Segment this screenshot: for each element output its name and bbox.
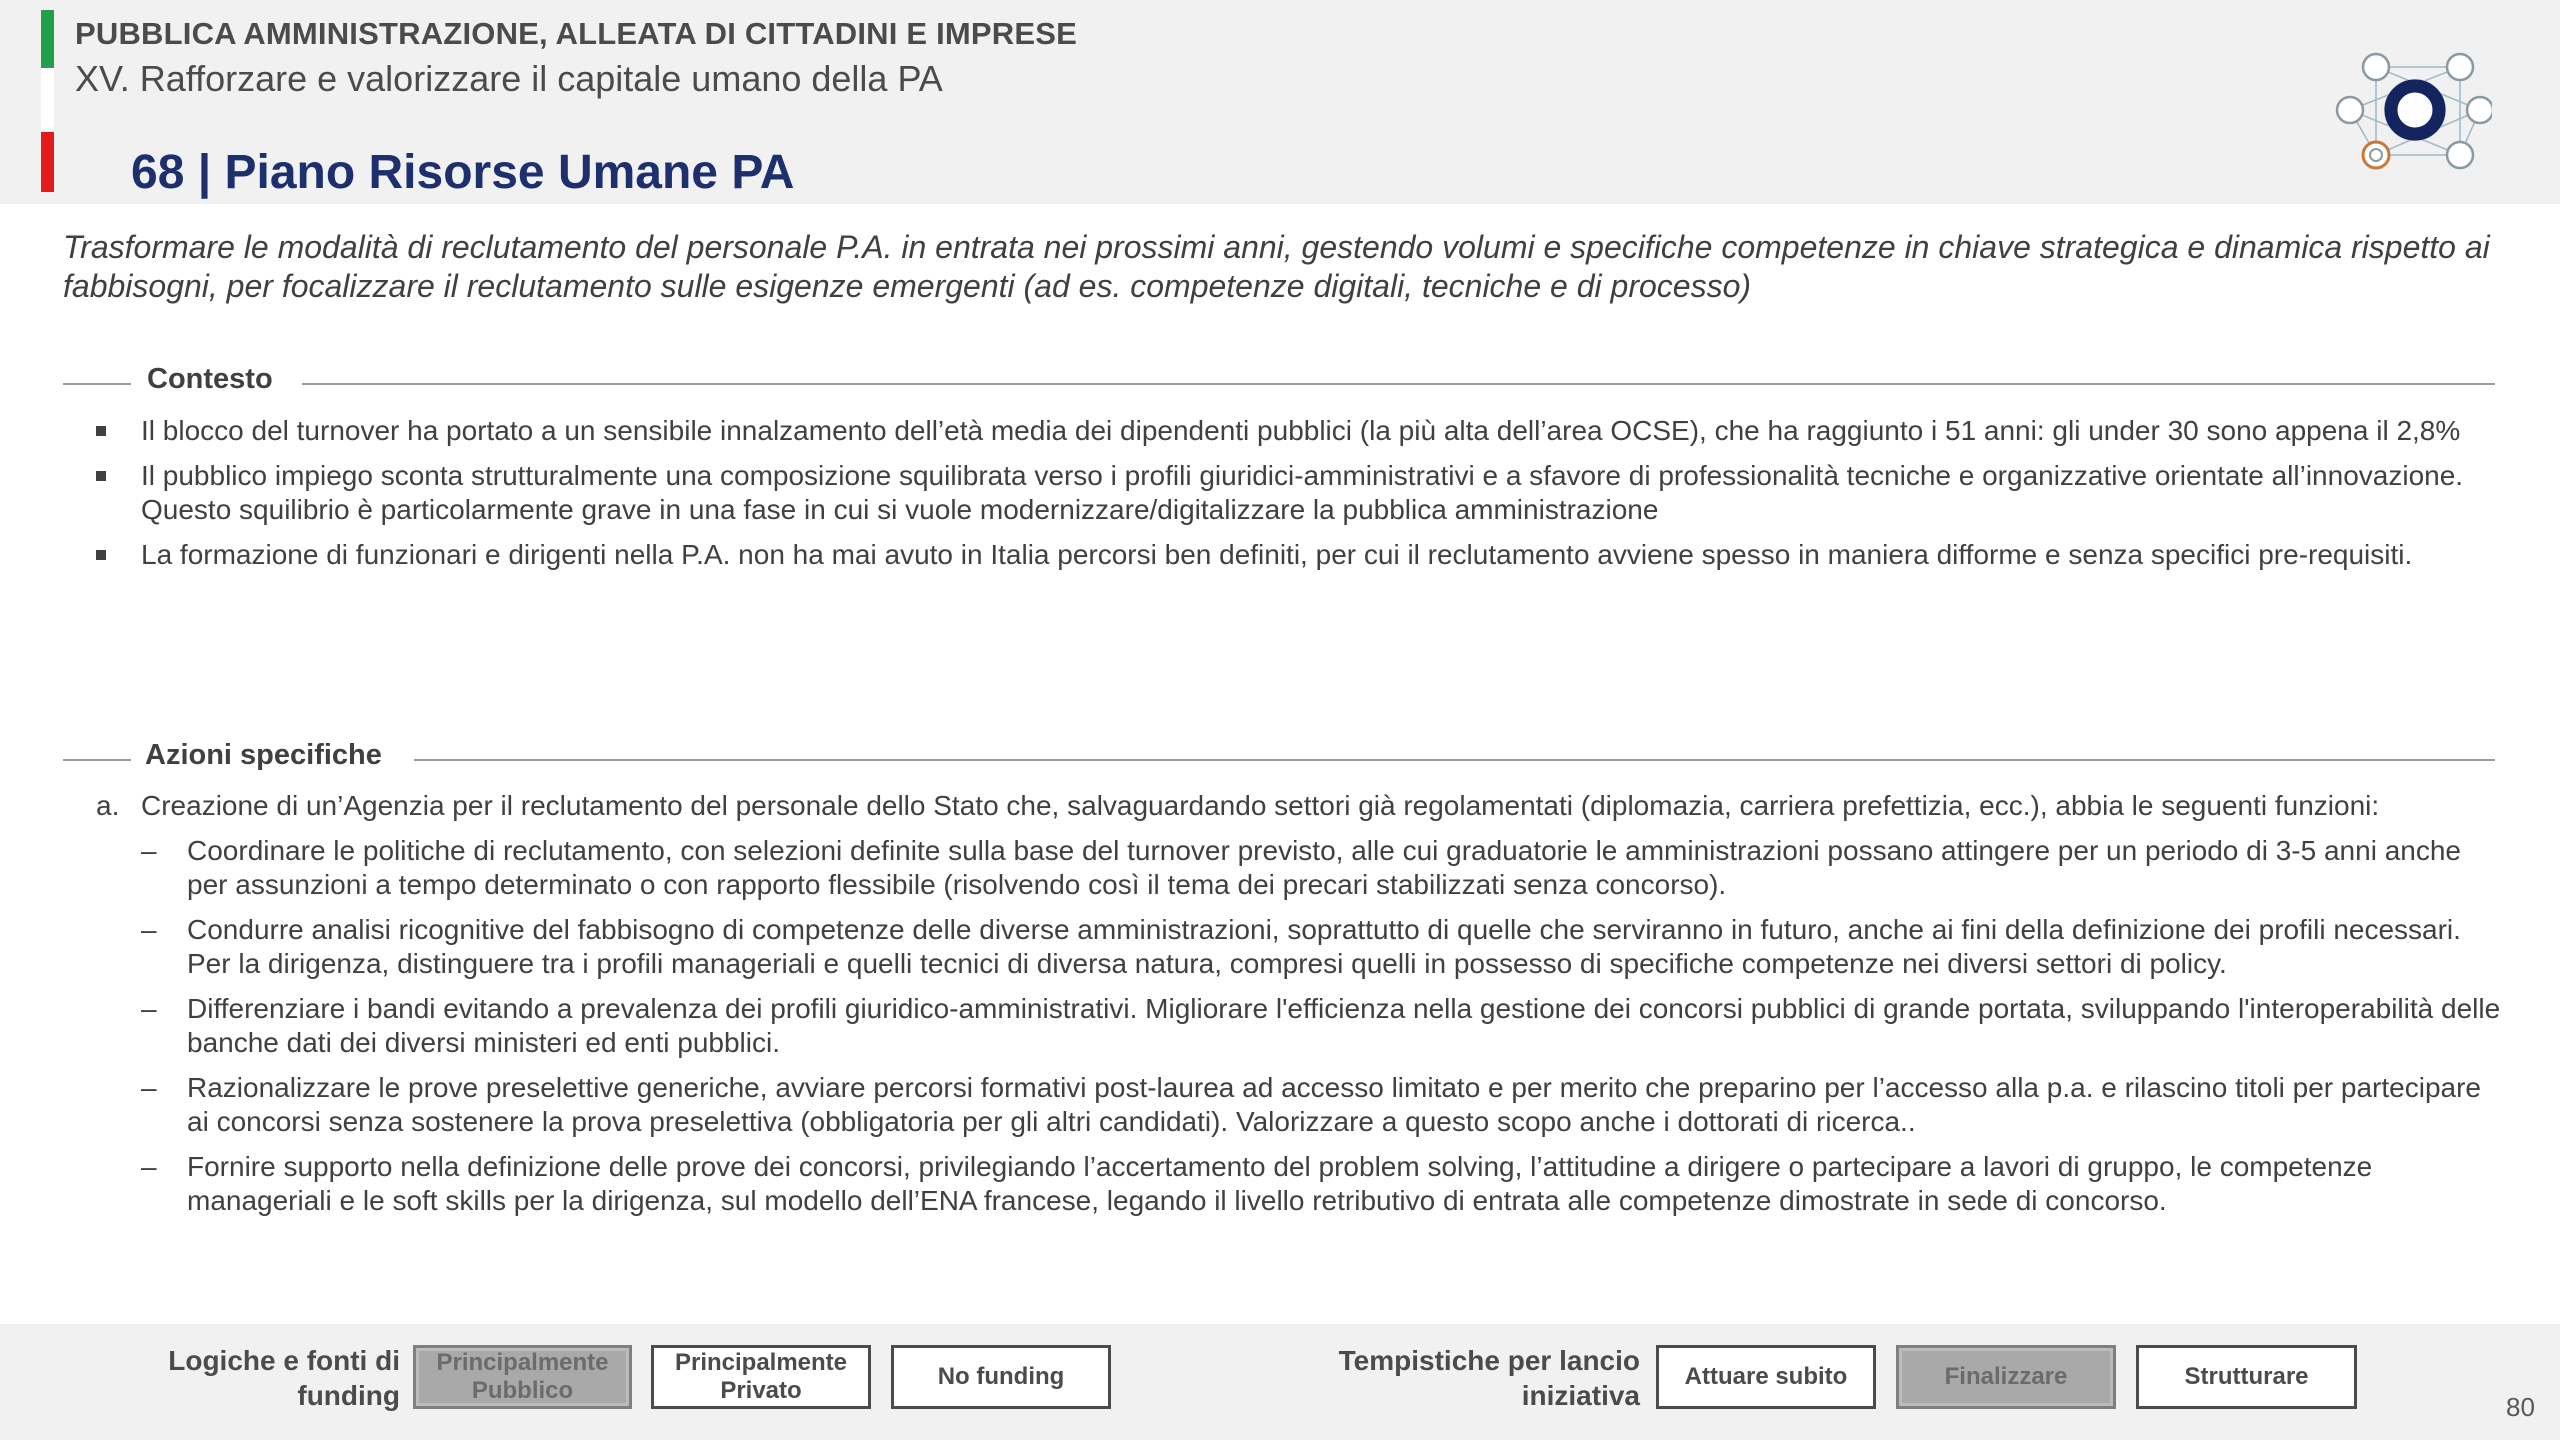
timing-option-finalizzare[interactable] — [1896, 1345, 2116, 1409]
option-line: Pubblico — [471, 1377, 574, 1404]
dash-bullet: – — [141, 835, 157, 866]
page-title: 68 | Piano Risorse Umane PA — [131, 146, 795, 199]
option-line: Attuare subito — [1684, 1363, 1848, 1390]
flag-white-stripe — [41, 68, 54, 132]
network-ring-logo-icon — [2332, 42, 2492, 182]
option-line: Privato — [720, 1377, 802, 1404]
funding-label — [110, 1343, 400, 1413]
list-item — [96, 992, 2506, 1060]
section-title: Azioni specifiche — [145, 739, 382, 771]
header-subtitle: XV. Rafforzare e valorizzare il capitale umano della PA — [75, 58, 943, 99]
list-item-text: Coordinare le politiche di reclutamento, con selezioni definite sulla base del turnover previsto, alle cui graduatorie le amministrazioni possano attingere per un periodo di 3-5 anni anche per assunzioni a tempo determinato o con rapporto flessibile (risolvendo così il tema dei precari stabilizzati senza concorso). — [187, 835, 2461, 900]
timing-label — [1300, 1343, 1640, 1413]
list-item-text: Fornire supporto nella definizione delle prove dei concorsi, privilegiando l’accertamento del problem solving, l’attitudine a dirigere o partecipare a lavori di gruppo, le competenze manageriali e le soft skills per la dirigenza, sul modello dell’ENA francese, legando il livello retributivo di entrata alle competenze dimostrate in sede di concorso. — [187, 1151, 2373, 1216]
list-item-text: Il pubblico impiego sconta strutturalmente una composizione squilibrata verso i profili giuridici-amministrativi e a sfavore di professionalità tecniche e organizzative orientate all’innovazione. Questo squilibrio è particolarmente grave in una fase in cui si vuole modernizzare/digitalizzare la pubblica amministrazione — [141, 460, 2464, 525]
timing-label-line: Tempistiche per lancio — [1338, 1345, 1640, 1376]
funding-option-privato[interactable] — [651, 1345, 871, 1409]
flag-green-stripe — [41, 10, 54, 68]
list-item-text: Condurre analisi ricognitive del fabbisogno di competenze delle diverse amministrazioni, soprattutto di quelle che serviranno in futuro, anche ai fini della definizione dei profili necessari. Per la dirigenza, distinguere tra i profili manageriali e quelli tecnici di diversa natura, compresi quelli in possesso di specifiche competenze nei diversi settori di policy. — [187, 914, 2461, 979]
option-line: Finalizzare — [1944, 1363, 2068, 1390]
funding-label-line: Logiche e fonti di — [168, 1345, 400, 1376]
action-item-text: Creazione di un’Agenzia per il reclutamento del personale dello Stato che, salvaguardando settori già regolamentati (diplomazia, carriera prefettizia, ecc.), abbia le seguenti funzioni: — [141, 790, 2380, 821]
action-item-a — [96, 789, 2506, 823]
list-item-text: La formazione di funzionari e dirigenti nella P.A. non ha mai avuto in Italia percorsi ben definiti, per cui il reclutamento avviene spesso in maniera difforme e senza specifici pre-requisiti. — [141, 539, 2413, 570]
list-item-text: Razionalizzare le prove preselettive generiche, avviare percorsi formativi post-laurea ad accesso limitato e per merito che preparino per l’accesso alla p.a. e rilascino titoli per partecipare ai concorsi senza sostenere la prova preselettiva (obbligatoria per gli altri candidati). Valorizzare a questo scopo anche i dottorati di ricerca.. — [187, 1072, 2481, 1137]
option-line: No funding — [937, 1363, 1065, 1390]
option-line: Principalmente — [436, 1349, 609, 1376]
square-bullet-icon — [96, 550, 106, 560]
list-item — [96, 834, 2506, 902]
square-bullet-icon — [96, 471, 106, 481]
list-item — [96, 459, 2506, 527]
list-item-text: Differenziare i bandi evitando a prevalenza dei profili giuridico-amministrativi. Migliorare l'efficienza nella gestione dei concorsi pubblici di grande portata, sviluppando l'interoperabilità delle banche dati dei diversi ministeri ed enti pubblici. — [187, 993, 2501, 1058]
page-number: 80 — [2506, 1392, 2535, 1422]
square-bullet-icon — [96, 426, 106, 436]
divider-line — [63, 759, 131, 761]
dash-bullet: – — [141, 1072, 157, 1103]
list-item — [96, 538, 2506, 572]
dash-bullet: – — [141, 993, 157, 1024]
dash-bullet: – — [141, 1151, 157, 1182]
funding-option-no-funding[interactable] — [891, 1345, 1111, 1409]
header-kicker: PUBBLICA AMMINISTRAZIONE, ALLEATA DI CITTADINI E IMPRESE — [75, 16, 1078, 51]
funding-option-pubblico[interactable] — [413, 1345, 632, 1409]
timing-label-line: iniziativa — [1521, 1380, 1640, 1411]
list-item-text: Il blocco del turnover ha portato a un sensibile innalzamento dell’età media dei dipendenti pubblici (la più alta dell’area OCSE), che ha raggiunto i 51 anni: gli under 30 sono appena il 2,8% — [141, 415, 2461, 446]
option-line: Principalmente — [674, 1349, 848, 1376]
section-azioni-header — [63, 739, 2495, 779]
list-item — [96, 1150, 2506, 1218]
intro-statement: Trasformare le modalità di reclutamento del personale P.A. in entrata nei prossimi anni, gestendo volumi e specifiche competenze in chiave strategica e dinamica rispetto ai fabbisogni, per focalizzare il reclutamento sulle esigenze emergenti (ad es. competenze digitali, tecniche e di processo) — [63, 229, 2490, 304]
timing-option-strutturare[interactable] — [2136, 1345, 2357, 1409]
azioni-list — [96, 789, 2506, 1229]
divider-line — [302, 383, 2495, 385]
funding-label-line: funding — [297, 1380, 400, 1411]
divider-line — [414, 759, 2495, 761]
list-item — [96, 913, 2506, 981]
timing-option-attuare-subito[interactable] — [1656, 1345, 1876, 1409]
list-item — [96, 1071, 2506, 1139]
list-item — [96, 414, 2506, 448]
flag-red-stripe — [41, 132, 54, 192]
action-subitems — [96, 834, 2506, 1218]
option-line: Strutturare — [2184, 1363, 2309, 1390]
section-contesto-header — [63, 363, 2495, 403]
section-title: Contesto — [147, 363, 273, 395]
list-letter: a. — [96, 790, 120, 821]
contesto-list — [96, 414, 2506, 583]
dash-bullet: – — [141, 914, 157, 945]
divider-line — [63, 383, 131, 385]
